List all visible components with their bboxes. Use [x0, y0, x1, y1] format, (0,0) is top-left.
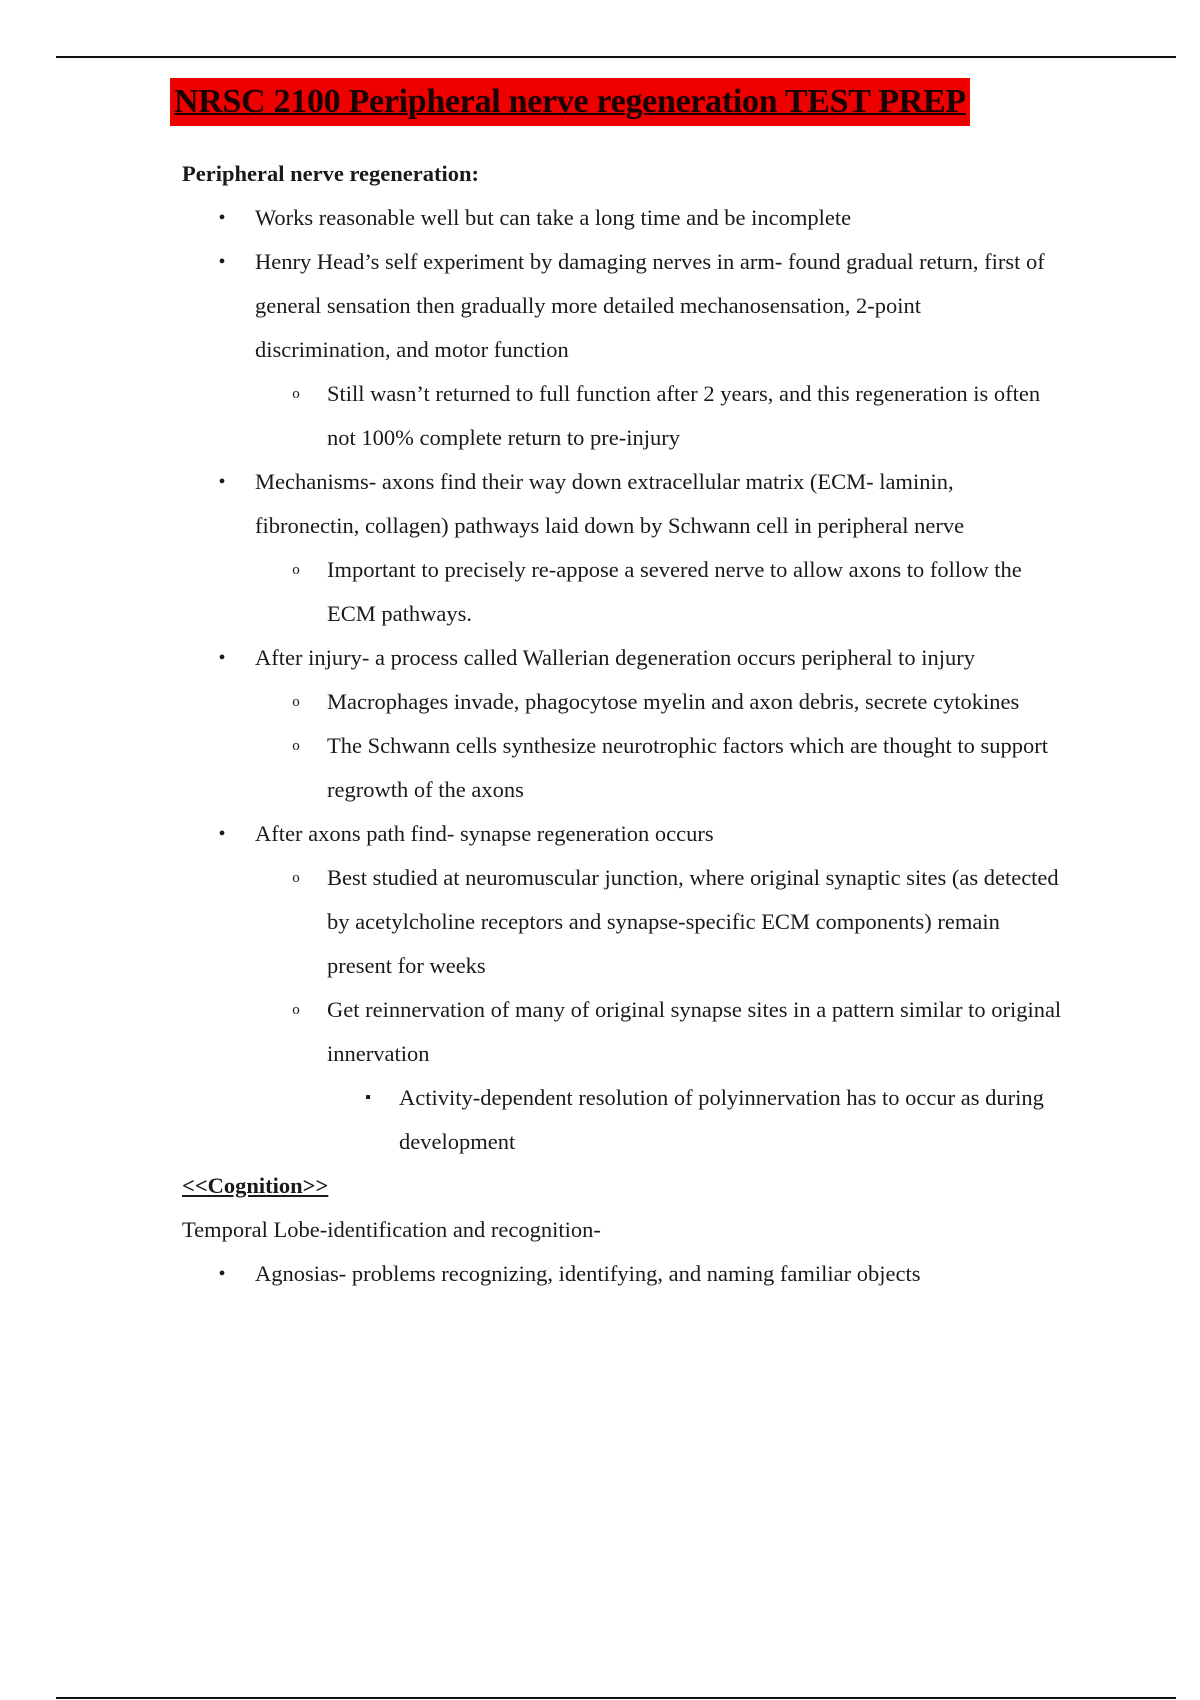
list-item-text: Best studied at neuromuscular junction, where original synaptic sites (as detected by acetylcholine receptors and synapse-specific ECM components) remain present for weeks — [327, 865, 1059, 978]
bullet-icon: • — [218, 207, 226, 229]
list-item — [182, 372, 1062, 460]
hollow-bullet-icon: o — [292, 1002, 300, 1018]
list-item-text: Henry Head’s self experiment by damaging nerves in arm- found gradual return, first of general sensation then gradually more detailed mechanosensation, 2-point discrimination, and motor function — [255, 249, 1045, 362]
bullet-icon: ▪ — [365, 1089, 371, 1106]
list-item — [182, 1076, 1062, 1164]
bullet-list — [182, 196, 1062, 1164]
list-item-text: Activity-dependent resolution of polyinnervation has to occur as during development — [399, 1085, 1044, 1154]
hollow-bullet-icon: o — [292, 738, 300, 754]
bullet-icon: • — [218, 823, 226, 845]
bullet-icon: • — [218, 647, 226, 669]
bullet-icon: • — [218, 471, 226, 493]
list-item — [182, 240, 1062, 372]
list-item-text: Macrophages invade, phagocytose myelin and axon debris, secrete cytokines — [327, 689, 1020, 714]
document-title: NRSC 2100 Peripheral nerve regeneration TEST PREP — [174, 83, 966, 120]
section-heading: Peripheral nerve regeneration: — [182, 161, 479, 186]
list-item — [182, 636, 1062, 680]
title-highlight — [170, 78, 970, 126]
list-item-text: Mechanisms- axons find their way down extracellular matrix (ECM- laminin, fibronectin, collagen) pathways laid down by Schwann cell in peripheral nerve — [255, 469, 965, 538]
list-item — [182, 1252, 1062, 1296]
list-item — [182, 812, 1062, 856]
list-item-text: Works reasonable well but can take a long time and be incomplete — [255, 205, 852, 230]
hollow-bullet-icon: o — [292, 870, 300, 886]
list-item — [182, 988, 1062, 1076]
list-item-text: The Schwann cells synthesize neurotrophic factors which are thought to support regrowth of the axons — [327, 733, 1049, 802]
list-item — [182, 548, 1062, 636]
list-item-text: Still wasn’t returned to full function after 2 years, and this regeneration is often not 100% complete return to pre-injury — [327, 381, 1041, 450]
top-rule — [56, 56, 1176, 58]
list-item — [182, 460, 1062, 548]
list-item-text: Get reinnervation of many of original synapse sites in a pattern similar to original innervation — [327, 997, 1062, 1066]
hollow-bullet-icon: o — [292, 386, 300, 402]
hollow-bullet-icon: o — [292, 562, 300, 578]
bottom-rule — [56, 1697, 1176, 1699]
list-item-text: Important to precisely re-appose a severed nerve to allow axons to follow the ECM pathways. — [327, 557, 1022, 626]
bullet-icon: • — [218, 251, 226, 273]
list-item-text: After axons path find- synapse regeneration occurs — [255, 821, 714, 846]
list-item-text: After injury- a process called Wallerian degeneration occurs peripheral to injury — [255, 645, 975, 670]
cognition-list — [182, 1252, 1062, 1296]
list-item-text: Agnosias- problems recognizing, identifying, and naming familiar objects — [255, 1261, 921, 1286]
list-item — [182, 196, 1062, 240]
list-item — [182, 680, 1062, 724]
temporal-lobe-line: Temporal Lobe-identification and recognition- — [182, 1217, 601, 1242]
hollow-bullet-icon: o — [292, 694, 300, 710]
list-item — [182, 856, 1062, 988]
document-body — [182, 152, 1062, 1296]
bullet-icon: • — [218, 1263, 226, 1285]
list-item — [182, 724, 1062, 812]
cognition-heading: <<Cognition>> — [182, 1173, 329, 1198]
